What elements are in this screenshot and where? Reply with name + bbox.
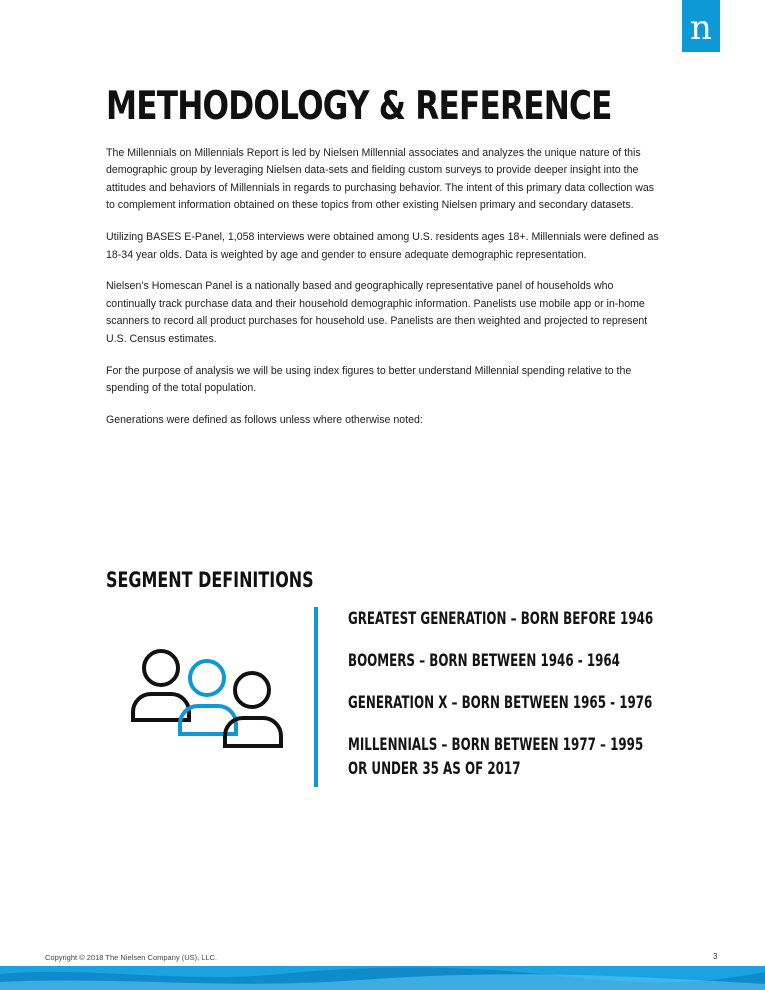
generation-list [348, 607, 668, 781]
generation-item: MILLENNIALS – BORN BETWEEN 1977 – 1995 OR UNDER 35 AS OF 2017 [348, 735, 644, 779]
nielsen-logo: n [682, 0, 720, 52]
paragraph: The Millennials on Millennials Report is led by Nielsen Millennial associates and analyzes the unique nature of this demographic group by leveraging Nielsen data-sets and fielding custom surveys to provide deeper insight into the attitudes and behaviors of Millennials in regards to purchasing behavior. The intent of this primary data collection was to complement information obtained on these topics from other existing Nielsen primary and secondary datasets. [106, 147, 655, 212]
people-group-icon [128, 640, 288, 754]
page-title: METHODOLOGY & REFERENCE [106, 84, 612, 129]
accent-divider [314, 607, 318, 787]
paragraph: For the purpose of analysis we will be using index figures to better understand Millennial spending relative to the spending of the total population. [106, 364, 632, 394]
generation-item: GENERATION X – BORN BETWEEN 1965 - 1976 [348, 693, 653, 713]
paragraph: Utilizing BASES E-Panel, 1,058 interviews were obtained among U.S. residents ages 18+. Millennials were defined as 18-34 year olds. Data is weighted by age and gender to ensure adequate demographic representation. [106, 231, 659, 261]
page-number: 3 [713, 952, 718, 961]
paragraph: Generations were defined as follows unless where otherwise noted: [106, 413, 423, 426]
copyright-footer: Copyright © 2018 The Nielsen Company (US), LLC. [45, 953, 218, 962]
generation-item: GREATEST GENERATION – BORN BEFORE 1946 [348, 609, 654, 629]
decorative-wave-band [0, 966, 765, 990]
paragraph: Nielsen’s Homescan Panel is a nationally based and geographically representative panel of households who continually track purchase data and their household demographic information. Panelists use mobile app or in-home scanners to record all product purchases for household use. Panelists are then weighted and projected to represent U.S. Census estimates. [106, 280, 648, 345]
methodology-text [106, 145, 662, 444]
segment-definitions-heading: SEGMENT DEFINITIONS [106, 568, 314, 592]
generation-item: BOOMERS – BORN BETWEEN 1946 - 1964 [348, 651, 620, 671]
